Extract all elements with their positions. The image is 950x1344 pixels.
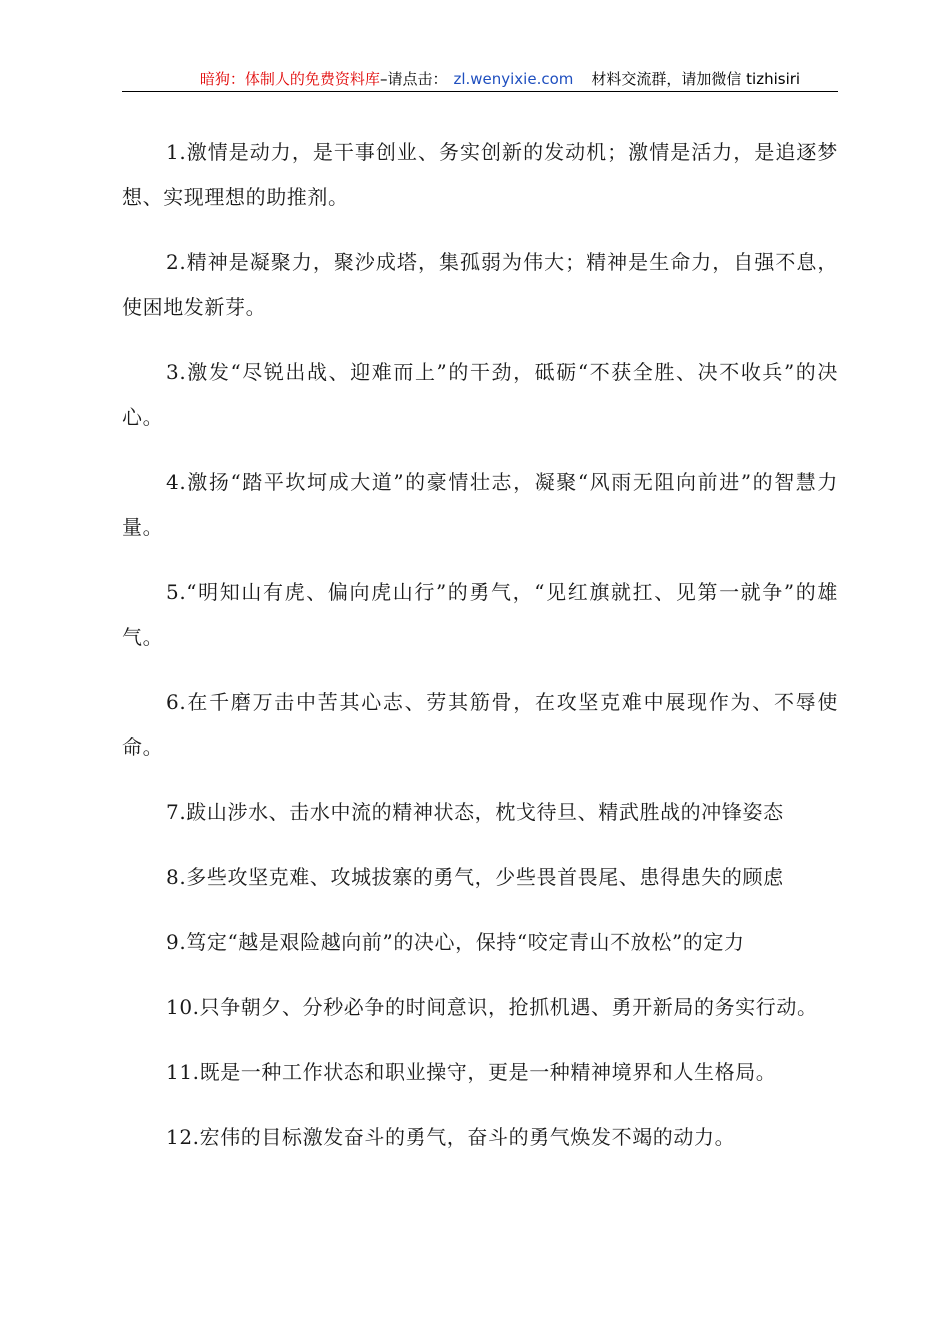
header-click-prompt: –请点击： [379, 70, 448, 88]
paragraph-5: 5.“明知山有虎、偏向虎山行”的勇气，“见红旗就扛、见第一就争”的雄气。 [122, 580, 838, 649]
paragraph-7: 7.跋山涉水、击水中流的精神状态，枕戈待旦、精武胜战的冲锋姿态 [166, 800, 784, 824]
page-header [122, 66, 838, 92]
paragraph-2: 2.精神是凝聚力，聚沙成塔，集孤弱为伟大；精神是生命力，自强不息，使困地发新芽。 [122, 250, 838, 319]
header-contact: 材料交流群，请加微信 tizhisiri [591, 70, 801, 88]
document-body [122, 130, 838, 1180]
paragraph-6: 6.在千磨万击中苦其心志、劳其筋骨，在攻坚克难中展现作为、不辱使命。 [122, 690, 838, 759]
paragraph-12: 12.宏伟的目标激发奋斗的勇气，奋斗的勇气焕发不竭的动力。 [166, 1125, 736, 1149]
header-brand: 暗狗：体制人的免费资料库 [199, 70, 380, 88]
paragraph-9: 9.笃定“越是艰险越向前”的决心，保持“咬定青山不放松”的定力 [166, 930, 745, 954]
header-url-link[interactable]: zl.wenyixie.com [453, 70, 574, 88]
paragraph-1: 1.激情是动力，是干事创业、务实创新的发动机；激情是活力，是追逐梦想、实现理想的助推剂。 [122, 140, 838, 209]
paragraph-4: 4.激扬“踏平坎坷成大道”的豪情壮志，凝聚“风雨无阻向前进”的智慧力量。 [122, 470, 838, 539]
paragraph-3: 3.激发“尽锐出战、迎难而上”的干劲，砥砺“不获全胜、决不收兵”的决心。 [122, 360, 838, 429]
paragraph-8: 8.多些攻坚克难、攻城拔寨的勇气，少些畏首畏尾、患得患失的顾虑 [166, 865, 784, 889]
paragraph-11: 11.既是一种工作状态和职业操守，更是一种精神境界和人生格局。 [166, 1060, 777, 1084]
paragraph-10: 10.只争朝夕、分秒必争的时间意识，抢抓机遇、勇开新局的务实行动。 [166, 995, 818, 1019]
